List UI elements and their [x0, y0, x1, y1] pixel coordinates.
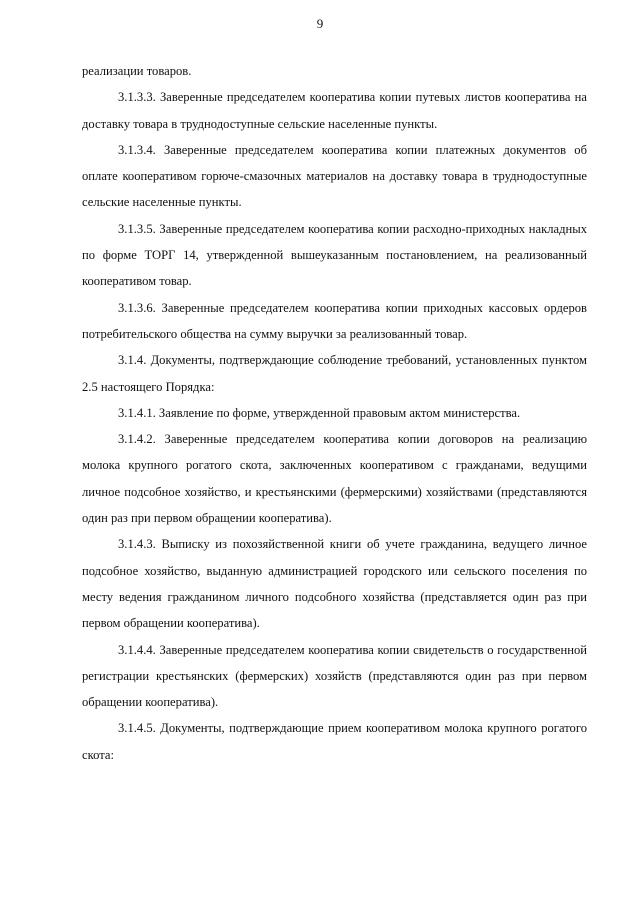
paragraph-3-1-3-4: 3.1.3.4. Заверенные председателем кооператива копии платежных документов об оплате кооперативом горюче-смазочных материалов на доставку товара в труднодоступные сельские населенные пункты.	[82, 142, 587, 210]
paragraph-3-1-4-4: 3.1.4.4. Заверенные председателем кооператива копии свидетельств о государственной регистрации крестьянских (фермерских) хозяйств (представляются один раз при первом обращении кооператива).	[82, 642, 587, 710]
paragraph-3-1-3-5: 3.1.3.5. Заверенные председателем кооператива копии расходно-приходных накладных по форме ТОРГ 14, утвержденной вышеуказанным постановлением, на реализованный кооперативом товар.	[82, 221, 587, 289]
document-body	[82, 58, 587, 768]
paragraph-3-1-3-3: 3.1.3.3. Заверенные председателем кооператива копии путевых листов кооператива на доставку товара в труднодоступные сельские населенные пункты.	[82, 90, 587, 131]
page-number: 9	[316, 16, 324, 31]
paragraph-3-1-4-3: 3.1.4.3. Выписку из похозяйственной книги об учете гражданина, ведущего личное подсобное хозяйство, выданную администрацией городского или сельского поселения по месту ведения гражданином личного подсобного хозяйства (представляется один раз при первом обращении кооператива).	[82, 537, 587, 631]
paragraph-3-1-4-5: 3.1.4.5. Документы, подтверждающие прием кооперативом молока крупного рогатого скота:	[82, 721, 587, 762]
paragraph-3-1-3-6: 3.1.3.6. Заверенные председателем кооператива копии приходных кассовых ордеров потребительского общества на сумму выручки за реализованный товар.	[82, 300, 587, 341]
paragraph-3-1-4-2: 3.1.4.2. Заверенные председателем кооператива копии договоров на реализацию молока крупного рогатого скота, заключенных кооперативом с гражданами, ведущими личное подсобное хозяйство, и крестьянскими (фермерскими) хозяйствами (представляются один раз при первом обращении кооператива).	[82, 432, 587, 526]
paragraph-3-1-4-1: 3.1.4.1. Заявление по форме, утвержденной правовым актом министерства.	[118, 405, 521, 420]
paragraph-3-1-4: 3.1.4. Документы, подтверждающие соблюдение требований, установленных пунктом 2.5 настоящего Порядка:	[82, 353, 587, 394]
paragraph-continuation: реализации товаров.	[82, 64, 192, 78]
